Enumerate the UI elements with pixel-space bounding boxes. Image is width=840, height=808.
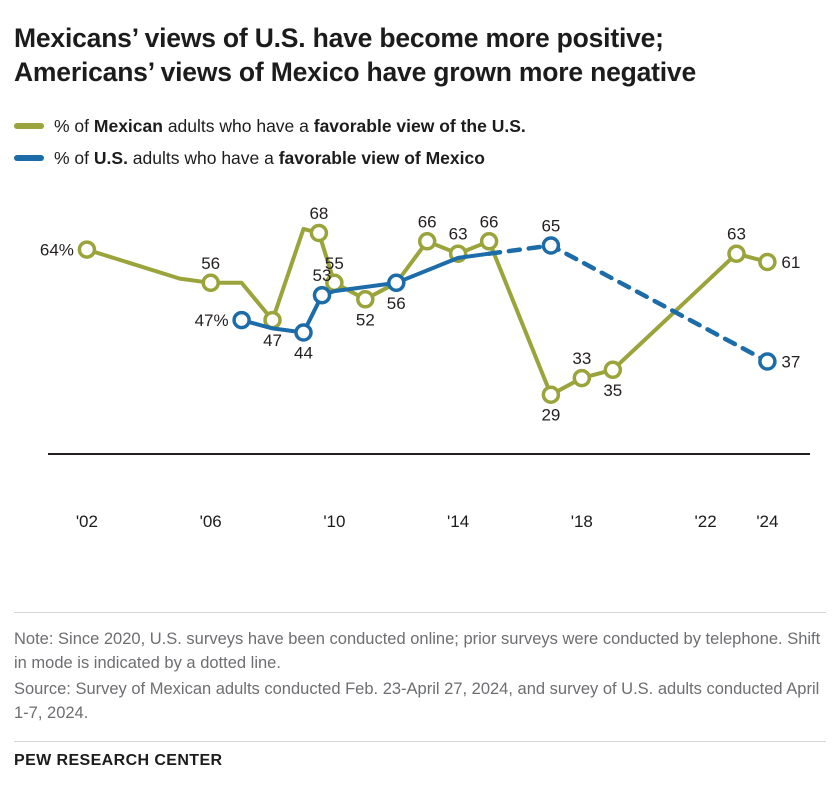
legend-label-mexican-view-of-us: % of Mexican adults who have a favorable view of the U.S. <box>54 115 526 136</box>
data-label: 65 <box>541 216 561 236</box>
data-point <box>79 242 94 257</box>
x-axis-tick: '10 <box>323 511 346 531</box>
legend-item-us-view-of-mexico <box>14 148 826 169</box>
data-label: 56 <box>201 253 221 273</box>
divider-bottom <box>14 741 826 742</box>
data-label: 61 <box>781 252 801 272</box>
data-label: 52 <box>355 310 375 330</box>
legend-swatch-green <box>14 123 44 129</box>
data-point <box>760 254 775 269</box>
data-label: 66 <box>417 212 437 232</box>
data-point <box>543 387 558 402</box>
source: Source: Survey of Mexican adults conducted Feb. 23-April 27, 2024, and survey of U.S. adults conducted April 1-7, 2024. <box>14 680 820 723</box>
brand-label: PEW RESEARCH CENTER <box>14 752 223 770</box>
data-label: 35 <box>603 380 623 400</box>
footnotes <box>14 612 826 770</box>
x-axis-tick: '02 <box>75 511 98 531</box>
data-point <box>482 234 497 249</box>
data-label: 64% <box>39 240 74 260</box>
data-label: 63 <box>727 224 746 244</box>
legend-label-us-view-of-mexico: % of U.S. adults who have a favorable view of Mexico <box>54 147 485 168</box>
x-axis-tick: '14 <box>447 511 470 531</box>
data-point <box>358 292 373 307</box>
data-label: 55 <box>324 253 344 273</box>
data-point <box>203 275 218 290</box>
page-title: Mexicans’ views of U.S. have become more positive; Americans’ views of Mexico have grown more negative <box>14 23 696 87</box>
legend-swatch-blue <box>14 155 44 161</box>
data-label: 56 <box>386 293 406 313</box>
data-point <box>234 312 249 327</box>
data-label: 47 <box>263 330 282 350</box>
data-label: 37 <box>781 352 801 372</box>
x-axis-tick: '18 <box>570 511 593 531</box>
data-label: 29 <box>541 405 561 425</box>
legend-item-mexican-view-of-us <box>14 116 826 137</box>
note: Note: Since 2020, U.S. surveys have been conducted online; prior surveys were conducted by telephone. Shift in mode is indicated by a dotted line. <box>14 630 821 673</box>
x-axis-tick: '24 <box>756 511 779 531</box>
data-point <box>389 275 404 290</box>
data-label: 44 <box>293 343 313 363</box>
data-point <box>729 246 744 261</box>
data-label: 68 <box>309 203 329 223</box>
data-point <box>543 238 558 253</box>
data-point <box>420 234 435 249</box>
data-point <box>574 370 589 385</box>
data-point <box>311 225 326 240</box>
legend <box>14 116 826 169</box>
chart-area <box>14 180 826 510</box>
divider-top <box>14 612 826 613</box>
data-label: 33 <box>572 348 592 368</box>
line-chart <box>14 180 826 510</box>
data-point <box>760 354 775 369</box>
x-axis <box>14 512 826 542</box>
data-point <box>296 325 311 340</box>
data-label: 63 <box>448 224 468 244</box>
data-label: 53 <box>312 266 332 286</box>
x-axis-tick: '22 <box>694 511 717 531</box>
data-point <box>315 288 330 303</box>
data-label: 47% <box>194 310 229 330</box>
data-point <box>605 362 620 377</box>
data-label: 66 <box>479 212 499 232</box>
series-line-0 <box>87 229 768 395</box>
x-axis-tick: '06 <box>199 511 222 531</box>
